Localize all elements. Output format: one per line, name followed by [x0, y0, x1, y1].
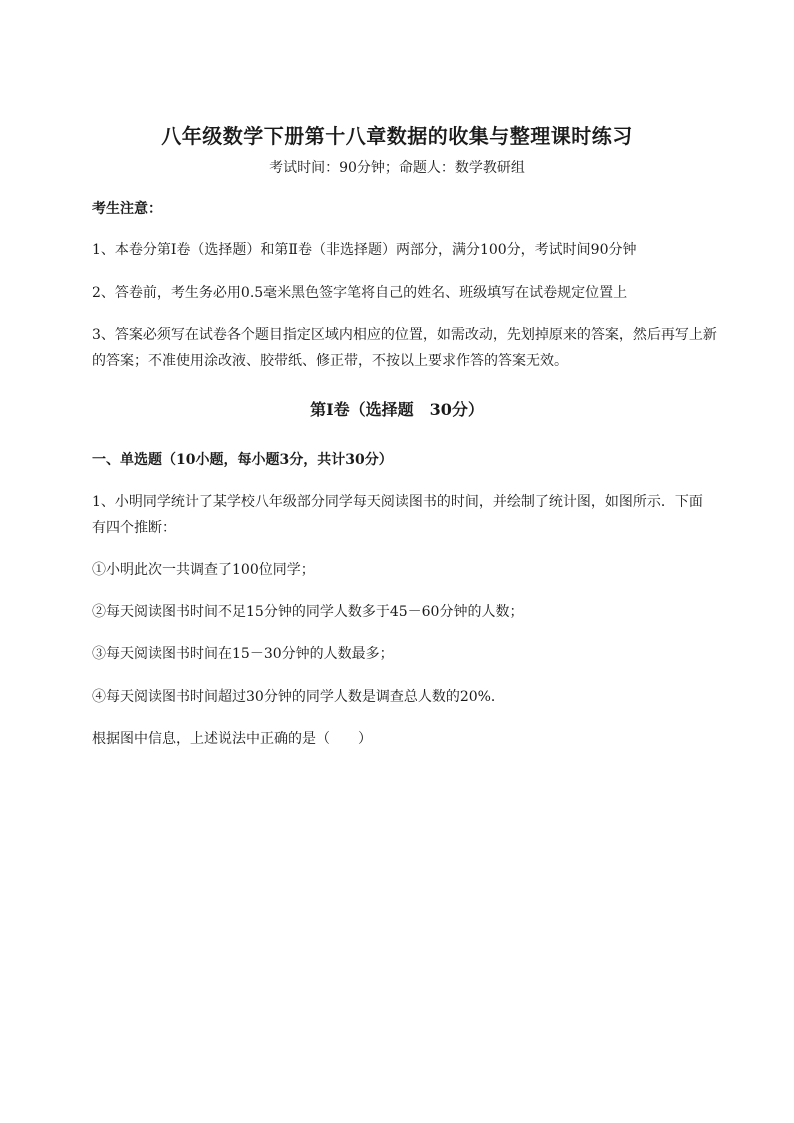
- notice-item-1: 1、本卷分第I卷（选择题）和第Ⅱ卷（非选择题）两部分，满分100分，考试时间90分钟: [92, 242, 637, 258]
- question-1-stem: 1、小明同学统计了某学校八年级部分同学每天阅读图书的时间，并绘制了统计图，如图所示．下面: [92, 494, 703, 510]
- statement-2: ②每天阅读图书时间不足15分钟的同学人数多于45－60分钟的人数；: [92, 604, 524, 620]
- statement-3: ③每天阅读图书时间在15－30分钟的人数最多；: [92, 646, 394, 662]
- statement-1: ①小明此次一共调查了100位同学；: [92, 562, 315, 578]
- exam-info: 考试时间：90分钟；命题人：数学教研组: [269, 160, 525, 176]
- section-title: 第I卷（选择题 30分）: [310, 400, 484, 419]
- part-heading: 一、单选题（10小题，每小题3分，共计30分）: [92, 452, 393, 468]
- notice-item-2: 2、答卷前，考生务必用0.5毫米黑色签字笔将自己的姓名、班级填写在试卷规定位置上: [92, 285, 628, 301]
- page-title: 八年级数学下册第十八章数据的收集与整理课时练习: [161, 124, 633, 148]
- question-1-stem-cont: 有四个推断：: [92, 520, 176, 536]
- question-1-prompt: 根据图中信息，上述说法中正确的是（ ）: [92, 731, 372, 747]
- notice-heading: 考生注意：: [92, 201, 162, 217]
- notice-item-3: 3、答案必须写在试卷各个题目指定区域内相应的位置，如需改动，先划掉原来的答案，然后再写上新: [92, 327, 717, 343]
- statement-4: ④每天阅读图书时间超过30分钟的同学人数是调查总人数的20%．: [92, 689, 505, 705]
- notice-item-3-cont: 的答案；不准使用涂改液、胶带纸、修正带，不按以上要求作答的答案无效。: [92, 353, 568, 369]
